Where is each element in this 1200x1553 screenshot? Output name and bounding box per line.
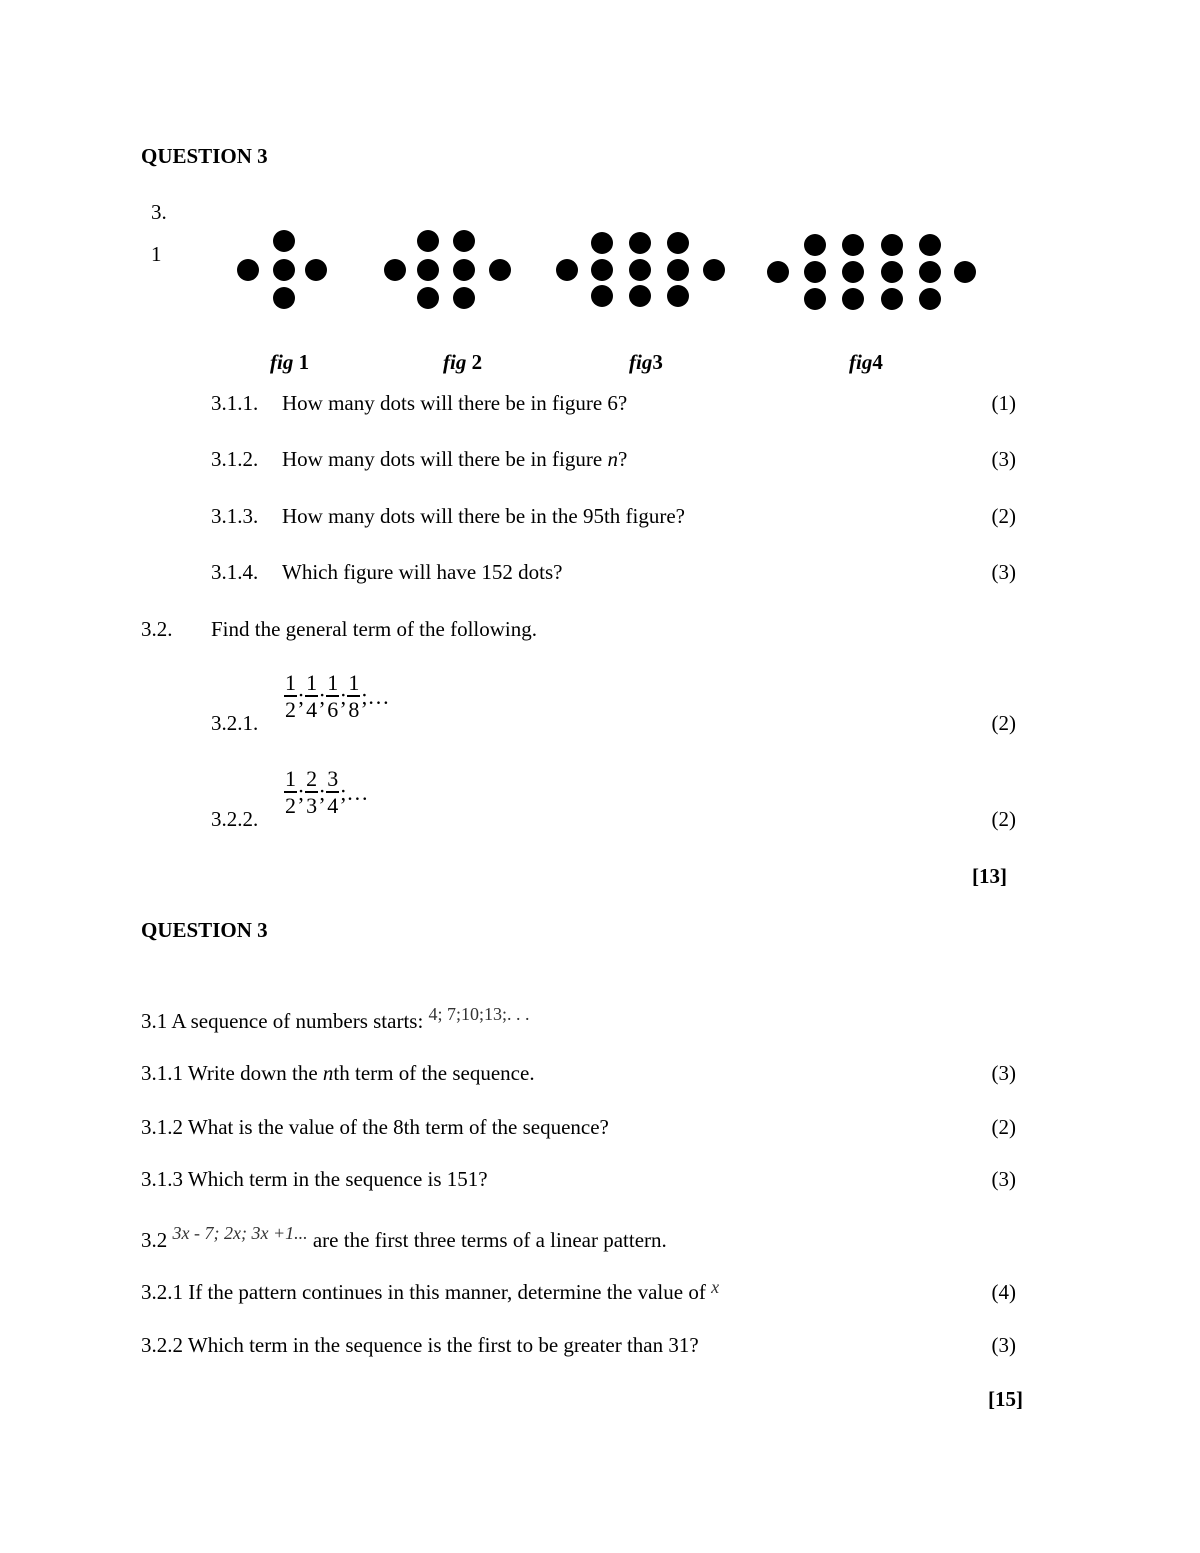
dot: [417, 230, 439, 252]
s313-text: 3.1.3 Which term in the sequence is 151?: [141, 1167, 488, 1191]
dot: [629, 232, 651, 254]
q314-marks: (3): [991, 560, 1016, 584]
dot: [629, 259, 651, 281]
dot: [919, 234, 941, 256]
fig-label-1: fig 1: [270, 350, 310, 374]
q313-marks: (2): [991, 504, 1016, 528]
dot: [703, 259, 725, 281]
q32-number: 3.2.: [141, 617, 173, 641]
q32-text: Find the general term of the following.: [211, 617, 538, 641]
fraction: $\frac{1}{4}$: [306, 670, 318, 722]
dot: [273, 259, 295, 281]
q313-number: 3.1.3.: [211, 504, 259, 528]
total-marks-2: [15]: [988, 1387, 1023, 1411]
dot: [954, 261, 976, 283]
fraction: $\frac{1}{2}$: [285, 766, 296, 818]
q322-marks: (2): [991, 807, 1016, 831]
q313-text: How many dots will there be in the 95th figure?: [282, 504, 685, 528]
s311-marks: (3): [991, 1061, 1016, 1085]
dot: [556, 259, 578, 281]
s32-text: 3.2 3x - 7; 2x; 3x +1... are the first three terms of a linear pattern.: [141, 1223, 667, 1252]
s312-text: 3.1.2 What is the value of the 8th term of the sequence?: [141, 1115, 609, 1139]
dot: [237, 259, 259, 281]
s321-marks: (4): [991, 1280, 1016, 1304]
dot: [667, 232, 689, 254]
dot: [881, 288, 903, 310]
fraction: $\frac{1}{6}$: [327, 670, 339, 722]
dot: [842, 234, 864, 256]
s313-marks: (3): [991, 1167, 1016, 1191]
q312-number: 3.1.2.: [211, 447, 259, 471]
dot: [629, 285, 651, 307]
dot: [881, 234, 903, 256]
dot: [384, 259, 406, 281]
dot: [453, 230, 475, 252]
dot: [591, 259, 613, 281]
fraction: $\frac{1}{8}$: [348, 670, 360, 722]
dot: [591, 285, 613, 307]
s312-marks: (2): [991, 1115, 1016, 1139]
fraction: $\frac{2}{3}$: [306, 766, 318, 818]
q314-number: 3.1.4.: [211, 560, 259, 584]
dot: [667, 285, 689, 307]
q321-fraction-sequence: $\frac{1}{2}$ ; $\frac{1}{4}$ ; $\frac{1}{6}$ ; $\frac{1}{8}$ ;…: [285, 670, 390, 722]
question-heading-1: QUESTION 3: [141, 144, 268, 168]
s31-text: 3.1 A sequence of numbers starts: 4; 7;10;13;. . .: [141, 1004, 530, 1033]
fig-label-4: fig4: [849, 350, 883, 374]
dot: [881, 261, 903, 283]
dot: [489, 259, 511, 281]
dot: [417, 287, 439, 309]
dot-pattern-figures: [0, 0, 1200, 340]
s322-text: 3.2.2 Which term in the sequence is the first to be greater than 31?: [141, 1333, 699, 1357]
q312-text: How many dots will there be in figure n?: [282, 447, 628, 471]
dot: [919, 288, 941, 310]
q322-number: 3.2.2.: [211, 807, 259, 831]
s321-text: 3.2.1 If the pattern continues in this manner, determine the value of x: [141, 1277, 720, 1304]
dot: [453, 287, 475, 309]
q312-marks: (3): [991, 447, 1016, 471]
fraction: $\frac{1}{2}$: [285, 670, 296, 722]
total-marks-1: [13]: [972, 864, 1007, 888]
dot: [453, 259, 475, 281]
fig-label-3: fig3: [629, 350, 663, 374]
q322-fraction-sequence: $\frac{1}{2}$ ; $\frac{2}{3}$ ; $\frac{3}{4}$ ;…: [285, 766, 369, 818]
s311-text: 3.1.1 Write down the nth term of the sequence.: [141, 1061, 535, 1085]
question-number-bottom: 1: [151, 242, 162, 266]
q311-marks: (1): [991, 391, 1016, 415]
q321-marks: (2): [991, 711, 1016, 735]
q321-number: 3.2.1.: [211, 711, 259, 735]
question-number-top: 3.: [151, 200, 167, 224]
fraction: $\frac{3}{4}$: [327, 766, 339, 818]
q311-number: 3.1.1.: [211, 391, 259, 415]
dot: [919, 261, 941, 283]
question-heading-2: QUESTION 3: [141, 918, 268, 942]
dot: [273, 287, 295, 309]
dot: [804, 288, 826, 310]
dot: [305, 259, 327, 281]
dot: [842, 288, 864, 310]
fig-label-2: fig 2: [443, 350, 483, 374]
q314-text: Which figure will have 152 dots?: [282, 560, 563, 584]
dot: [273, 230, 295, 252]
dot: [767, 261, 789, 283]
dot: [417, 259, 439, 281]
dot: [591, 232, 613, 254]
dot: [667, 259, 689, 281]
s322-marks: (3): [991, 1333, 1016, 1357]
dot: [842, 261, 864, 283]
q311-text: How many dots will there be in figure 6?: [282, 391, 628, 415]
dot: [804, 234, 826, 256]
dot: [804, 261, 826, 283]
